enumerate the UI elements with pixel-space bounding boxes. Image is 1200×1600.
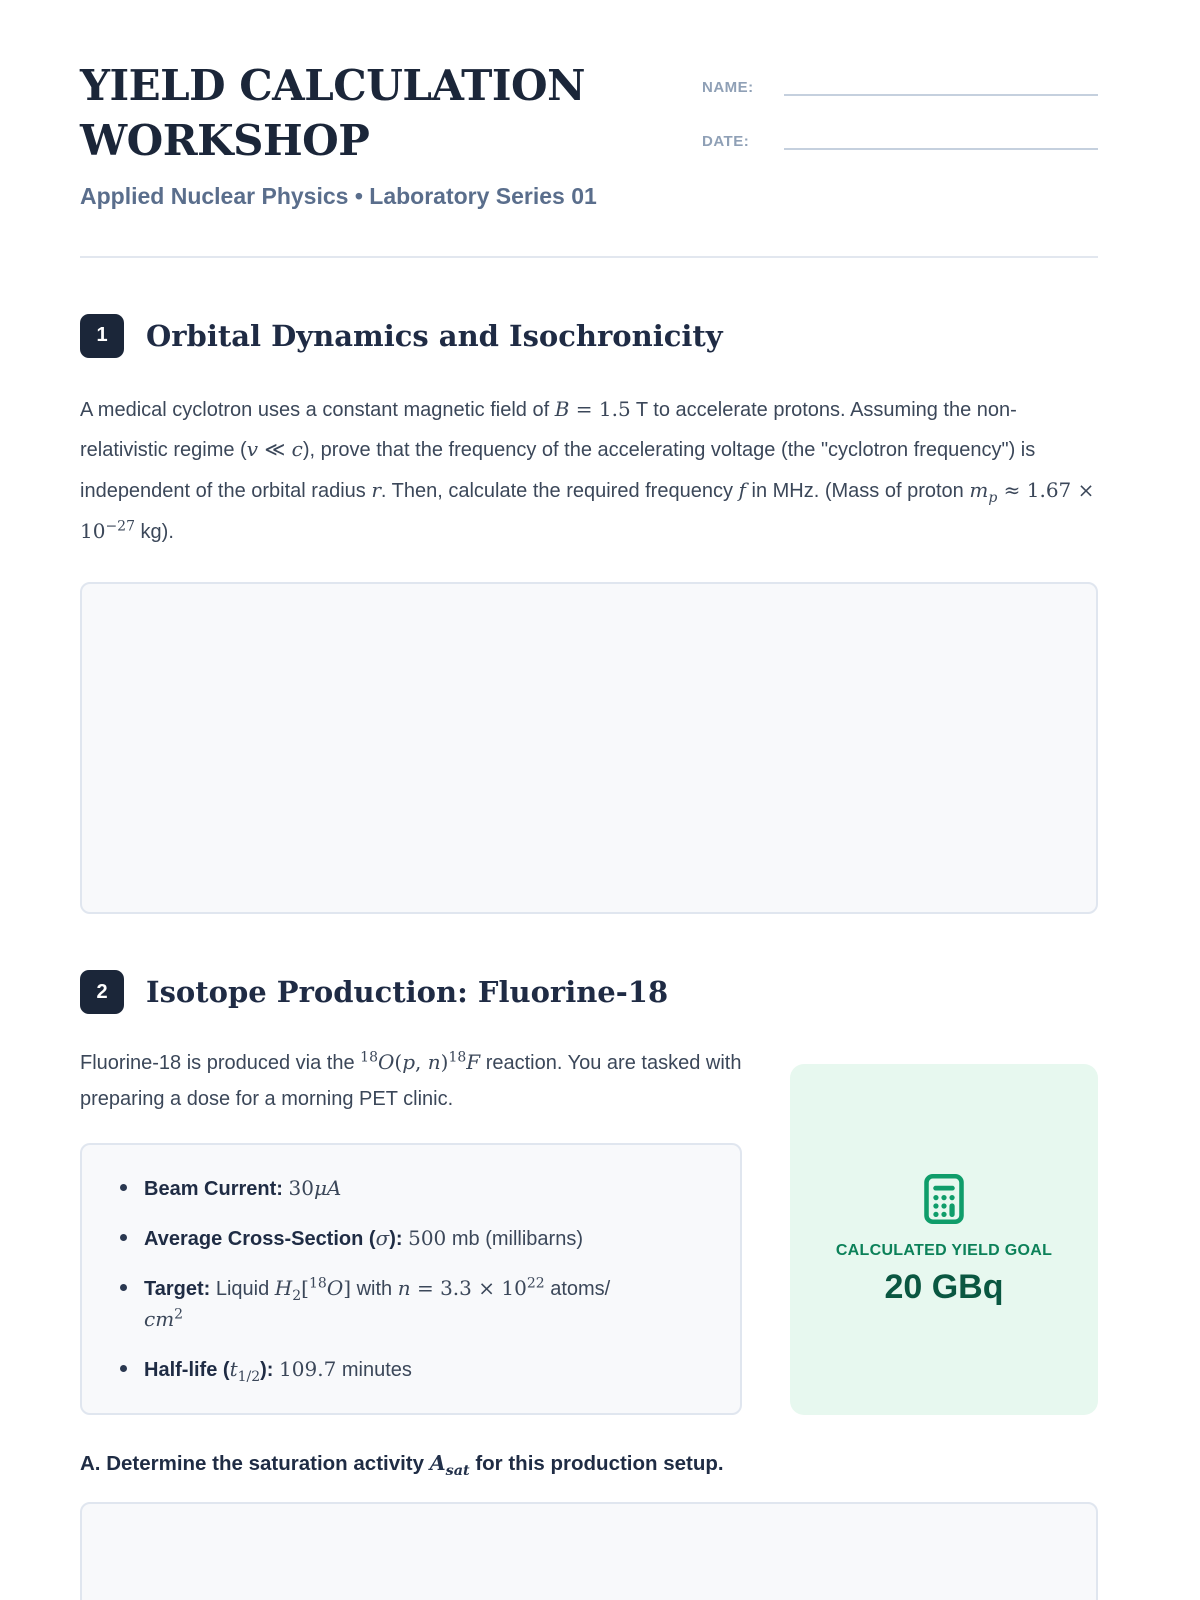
section-2-left-column (80, 1044, 742, 1415)
section-1-number-badge: 1 (80, 314, 124, 358)
date-field-row (702, 120, 1098, 150)
yield-goal-card (790, 1064, 1098, 1415)
answer-box-2[interactable] (80, 1502, 1098, 1600)
parameter-beam-current: Beam Current: 30μA (114, 1173, 708, 1204)
answer-box-1[interactable] (80, 582, 1098, 914)
question-a-text: A. Determine the saturation activity $A_{sat}$ for this production setup. (80, 1451, 724, 1480)
parameter-half-life: Half-life $(t_{1/2})$: 109.7 minutes (114, 1354, 708, 1385)
section-1-heading-row (80, 314, 1098, 358)
section-2-title: Isotope Production: Fluorine-18 (146, 975, 669, 1010)
date-input-line[interactable] (784, 122, 1098, 150)
section-2-intro-text: Fluorine-18 is produced via the $^{18}$O(p, n)$^{18}$F reaction. You are tasked with preparing a dose for a morning PET clinic. (80, 1049, 742, 1111)
name-field-row (702, 66, 1098, 96)
parameters-box (80, 1143, 742, 1415)
parameter-cross-section: Average Cross-Section (σ): 500 mb (millibarns) (114, 1223, 708, 1254)
page-subtitle: Applied Nuclear Physics • Laboratory Series 01 (80, 182, 597, 209)
section-1-problem-text: A medical cyclotron uses a constant magnetic field of B = 1.5 T to accelerate protons. Assuming the non-relativistic regime (v ≪ c), prove that the frequency of the accelerating voltage (the "cyclotron frequency") is independent of the orbital radius r. Then, calculate the required frequency f in MHz. (Mass of proton $m_p \approx 1.67 \times 10^{-27}$ kg). (80, 396, 1095, 543)
name-input-line[interactable] (784, 68, 1098, 96)
section-1-title: Orbital Dynamics and Isochronicity (146, 318, 723, 353)
section-2-number-badge: 2 (80, 970, 124, 1014)
yield-goal-value: 20 GBq (884, 1268, 1004, 1307)
calculator-icon (923, 1172, 965, 1226)
header-title-block (80, 58, 702, 210)
name-date-block (702, 58, 1098, 210)
yield-goal-label: CALCULATED YIELD GOAL (835, 1242, 1053, 1260)
name-label: NAME: (702, 79, 754, 96)
section-2-heading-row (80, 970, 1098, 1014)
section-isotope-production (80, 970, 1098, 1600)
page-title: YIELD CALCULATION WORKSHOP (80, 61, 586, 166)
section-orbital-dynamics (80, 314, 1098, 914)
worksheet-header (80, 58, 1098, 210)
date-label: DATE: (702, 133, 750, 150)
parameters-list (114, 1173, 708, 1385)
section-2-columns (80, 1044, 1098, 1415)
parameter-target: Target: Liquid $H_2[^{18}O]$ with $n = 3.3 \times 10^{22}$ atoms/ $cm^2$ (114, 1273, 708, 1335)
header-divider (80, 256, 1098, 258)
